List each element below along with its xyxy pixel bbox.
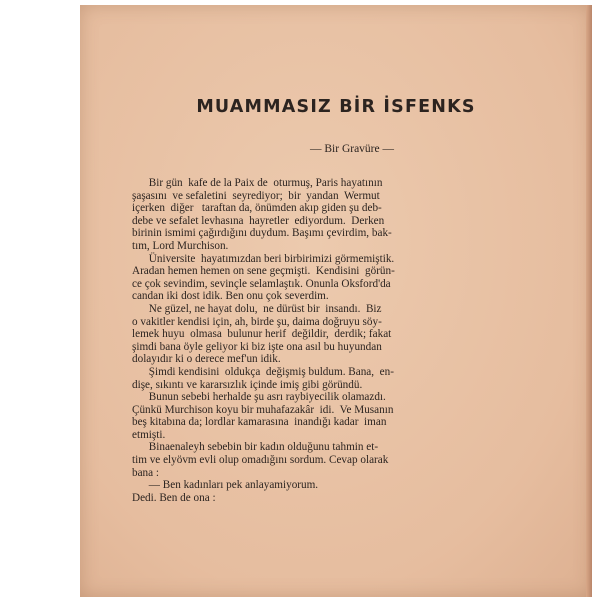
text-line: şimdi bana öyle geliyor ki biz işte ona asıl bu huyundan	[132, 340, 382, 353]
text-line: dolayıdır ki o derece mef'un idik.	[132, 353, 281, 366]
text-line: Dedi. Ben de ona :	[132, 491, 216, 504]
text-line: candan iki dost idik. Ben onu çok severdim.	[132, 290, 329, 303]
text-line: tim ve elyövm evli olup omadığını sordum. Cevap olarak	[132, 454, 389, 467]
text-line: lemek huyu olmasa bulunur herif değildir, derdik; fakat	[132, 328, 392, 341]
text-line: şaşasını ve sefaletini seyrediyor; bir yandan Wermut	[132, 189, 380, 202]
text-line: Aradan hemen hemen on sene geçmişti. Kendisini görün-	[132, 265, 395, 278]
text-line: o vakitler kendisi için, ah, birde şu, daima doğruyu söy-	[132, 315, 382, 328]
text-line: birinin ismimi çağırdığını duydum. Başımı çevirdim, bak-	[132, 227, 392, 240]
text-line: içerken diğer taraftan da, önümden akıp giden şu deb-	[132, 202, 382, 215]
text-line: beş kitabına da; lordlar kamarasına inandığı kadar iman	[132, 416, 387, 429]
page-subtitle: — Bir Gravüre —	[310, 143, 394, 155]
text-line: tım, Lord Murchison.	[132, 239, 229, 252]
text-line: Bir gün kafe de la Paix de oturmuş, Paris hayatının	[132, 177, 383, 189]
text-line: dişe, sıkıntı ve kararsızlık içinde imiş gibi göründü.	[132, 378, 363, 391]
text-line: Ne güzel, ne hayat dolu, ne dürüst bir insandı. Biz	[132, 302, 382, 315]
text-line: Üniversite hayatımızdan beri birbirimizi görmemiştik.	[132, 252, 395, 265]
text-line: bana :	[132, 466, 160, 479]
text-line: ce çok sevindim, sevinçle selamlaştık. Onunla Oksford'da	[132, 277, 391, 290]
text-line: debe ve sefalet levhasına hayretler ediyordum. Derken	[132, 214, 385, 227]
body-text	[132, 177, 522, 504]
text-line: Binaenaleyh sebebin bir kadın olduğunu tahmin et-	[132, 441, 379, 454]
text-line: — Ben kadınları pek anlayamiyorum.	[132, 479, 319, 492]
page-title: MUAMMASIZ BİR İSFENKS	[196, 97, 476, 117]
text-line: etmişti.	[132, 428, 166, 441]
text-line: Bunun sebebi herhalde şu asrı raybiyecilik olamazdı.	[132, 391, 386, 404]
book-page	[80, 5, 592, 597]
text-line: Şimdi kendisini oldukça değişmiş buldum. Bana, en-	[132, 365, 394, 378]
text-line: Çünkü Murchison koyu bir muhafazakâr idi. Ve Musanın	[132, 403, 394, 416]
